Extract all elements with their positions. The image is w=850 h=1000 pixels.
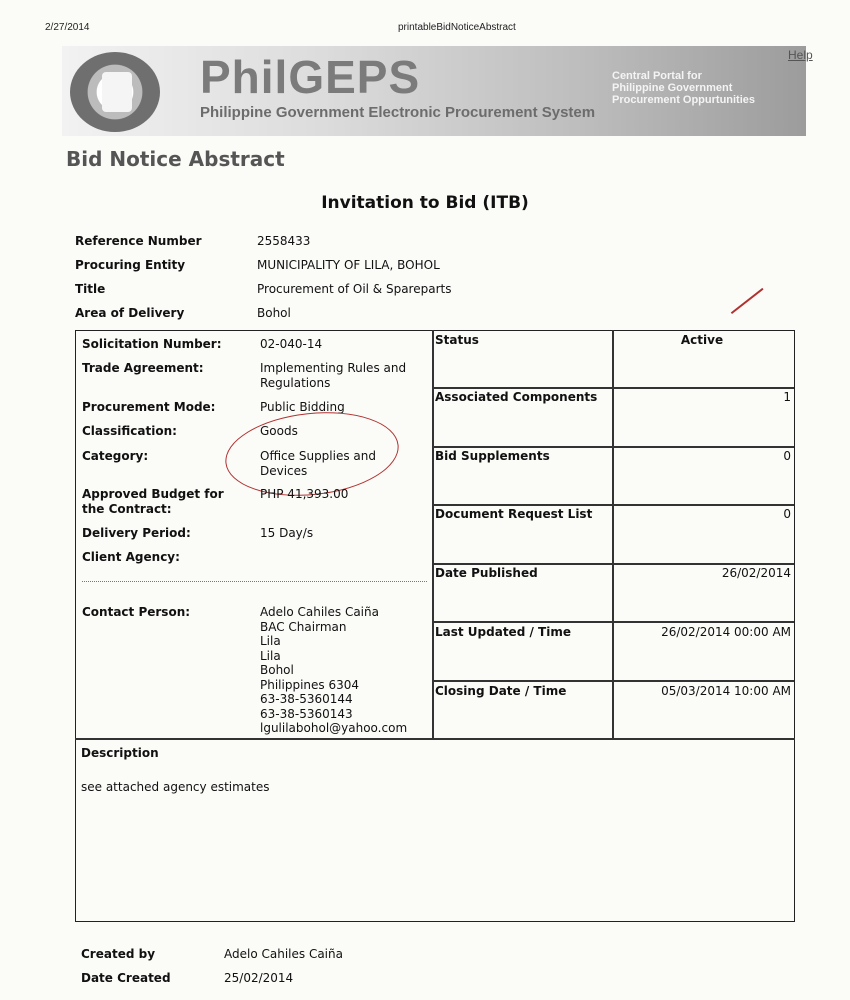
contact-person-value: Adelo Cahiles Caiña BAC Chairman Lila Lila Bohol Philippines 6304 63-38-5360144 63-38-5360143 lgulilabohol@yahoo.com: [260, 605, 408, 735]
associated-components-label: Associated Components: [435, 390, 598, 404]
banner-tagline: Central Portal for Philippine Government Procurement Oppurtunities: [612, 70, 756, 106]
status-cell-divider: [612, 387, 614, 738]
closing-date-label: Closing Date / Time: [435, 684, 567, 698]
document-request-list-label: Document Request List: [435, 507, 593, 521]
status-value: Active: [680, 333, 724, 347]
reference-number-value: 2558433: [257, 234, 311, 248]
trade-agreement-value: Implementing Rules and Regulations: [260, 361, 407, 390]
solicitation-number-label: Solicitation Number:: [82, 337, 222, 351]
bid-supplements-label: Bid Supplements: [435, 449, 550, 463]
procuring-entity-label: Procuring Entity: [75, 258, 186, 272]
date-created-value: 25/02/2014: [224, 971, 294, 985]
area-of-delivery-label: Area of Delivery: [75, 306, 185, 320]
solicitation-number-value: 02-040-14: [260, 337, 323, 351]
status-label: Status: [435, 333, 479, 347]
date-created-label: Date Created: [81, 971, 171, 985]
contact-person-label: Contact Person:: [82, 605, 191, 619]
delivery-period-value: 15 Day/s: [260, 526, 314, 540]
client-agency-label: Client Agency:: [82, 550, 180, 564]
page-title: Bid Notice Abstract: [66, 147, 285, 171]
procurement-mode-label: Procurement Mode:: [82, 400, 216, 414]
title-value: Procurement of Oil & Spareparts: [257, 282, 452, 296]
created-by-label: Created by: [81, 947, 156, 961]
trade-agreement-label: Trade Agreement:: [82, 361, 204, 375]
status-cell-divider: [612, 330, 614, 388]
classification-label: Classification:: [82, 424, 177, 438]
bid-supplements-value: 0: [783, 449, 791, 463]
description-label: Description: [81, 746, 159, 760]
description-value: see attached agency estimates: [81, 780, 270, 794]
category-label: Category:: [82, 449, 149, 463]
approved-budget-label: Approved Budget for the Contract:: [82, 487, 224, 516]
reference-number-label: Reference Number: [75, 234, 202, 248]
notice-title: Invitation to Bid (ITB): [321, 193, 529, 213]
procuring-entity-value: MUNICIPALITY OF LILA, BOHOL: [257, 258, 440, 272]
date-published-value: 26/02/2014: [721, 566, 791, 580]
seal-center-icon: [102, 72, 132, 112]
brand-logo: PhilGEPS: [200, 51, 421, 103]
last-updated-label: Last Updated / Time: [435, 625, 571, 639]
contact-separator: [82, 581, 427, 582]
delivery-period-label: Delivery Period:: [82, 526, 191, 540]
closing-date-value: 05/03/2014 10:00 AM: [661, 684, 791, 698]
associated-components-value: 1: [783, 390, 791, 404]
area-of-delivery-value: Bohol: [257, 306, 291, 320]
description-divider: [75, 738, 795, 740]
handwritten-check-mark: [731, 288, 763, 314]
approved-budget-value: PHP 41,393.00: [260, 487, 349, 501]
classification-value: Goods: [260, 424, 298, 438]
print-page-title: printableBidNoticeAbstract: [398, 22, 516, 33]
print-date: 2/27/2014: [45, 22, 90, 33]
last-updated-value: 26/02/2014 00:00 AM: [661, 625, 791, 639]
column-divider: [432, 330, 434, 738]
brand-subtitle: Philippine Government Electronic Procurement System: [200, 104, 596, 121]
title-label: Title: [75, 282, 106, 296]
help-link[interactable]: Help: [788, 48, 813, 62]
procurement-mode-value: Public Bidding: [260, 400, 345, 414]
date-published-label: Date Published: [435, 566, 538, 580]
category-value: Office Supplies and Devices: [260, 449, 376, 478]
document-request-list-value: 0: [783, 507, 791, 521]
created-by-value: Adelo Cahiles Caiña: [224, 947, 343, 961]
